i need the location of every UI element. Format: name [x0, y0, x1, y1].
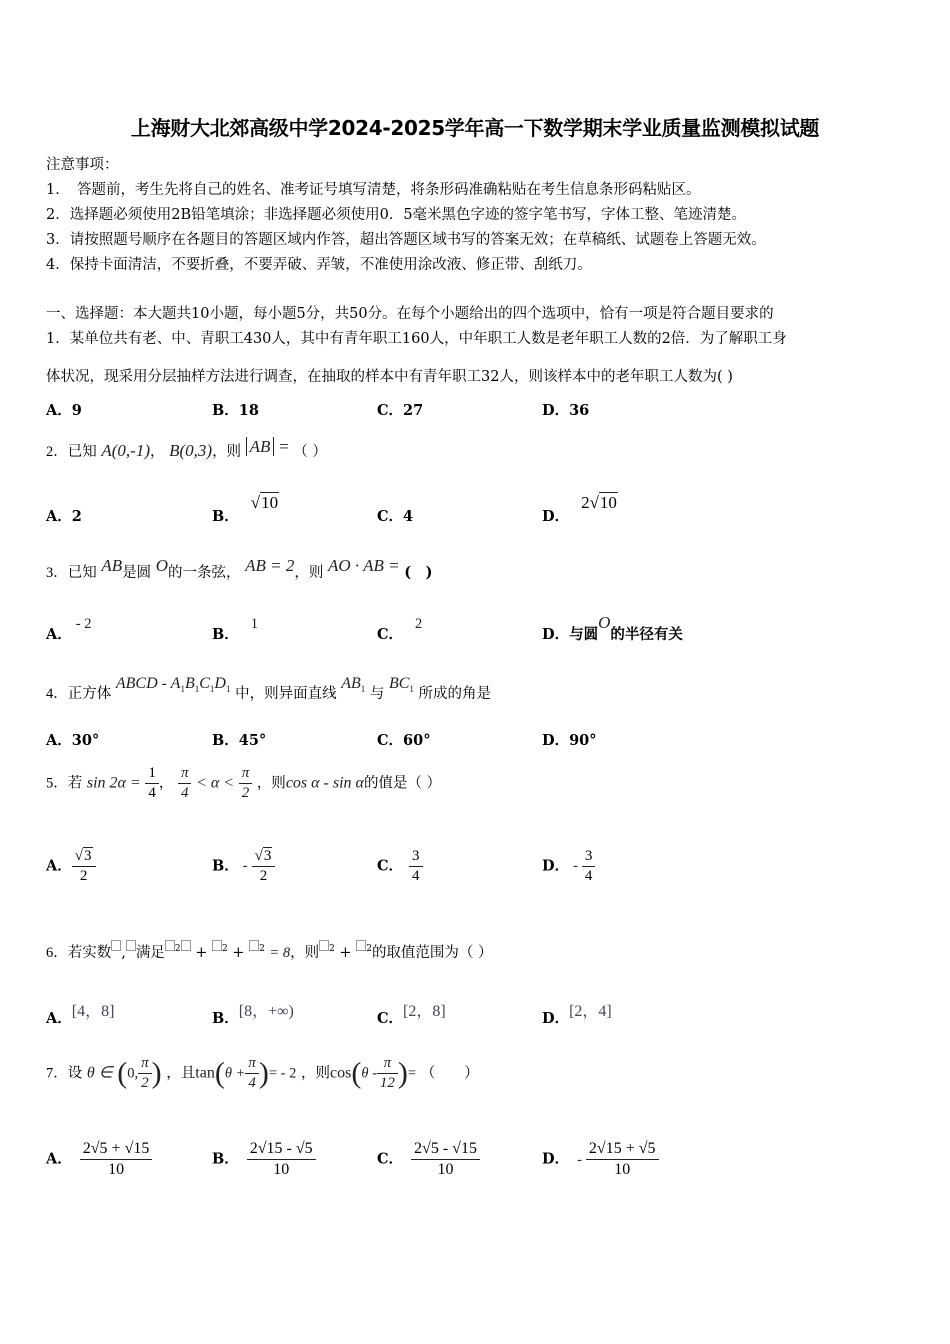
q5-option-a[interactable]: A． $\frac{√3}{2}$: [46, 847, 96, 886]
missing-glyph-icon: [319, 940, 329, 951]
q2-option-d[interactable]: D．2√10: [542, 493, 617, 525]
question-2: 2．已知 A(0,-1)， B(0,3)，则 AB = （ ）: [46, 437, 327, 460]
q6-option-d[interactable]: D．[2，4]: [542, 1003, 612, 1027]
notice-item: 2．选择题必须使用2B铅笔填涂；非选择题必须使用0．5毫米黑色字迹的签字笔书写，字体工整、笔迹清楚。: [46, 207, 747, 223]
missing-glyph-icon: [126, 940, 136, 951]
notice-item: 4．保持卡面清洁，不要折叠，不要弄破、弄皱，不准使用涂改液、修正带、刮纸刀。: [46, 257, 592, 273]
q4-option-d[interactable]: D．90°: [542, 732, 597, 749]
notice-item: 3．请按照题号顺序在各题目的答题区域内作答，超出答题区域书写的答案无效；在草稿纸、试题卷上答题无效。: [46, 232, 766, 248]
q4-option-b[interactable]: B．45°: [212, 732, 267, 749]
question-7: 7．设 θ ∈ (0, $\frac{\pi}{2}$ ) ，且tan(θ + $\frac{\pi}{4}$ )= - 2 ，则cos(θ - $\frac{\pi}{12}$ )= （ ）: [46, 1055, 479, 1091]
page-title: 上海财大北郊高级中学2024-2025学年高一下数学期末学业质量监测模拟试题: [130, 116, 820, 140]
q5-option-c[interactable]: C． $\frac{3}{4}$: [377, 847, 423, 886]
question-6: 6．若实数 , 满足 $^2$ + $^2$ + $^2$ = 8，则 $^2$ + $^2$的取值范围为（ ）: [46, 940, 493, 962]
q5-option-d[interactable]: D． - $\frac{3}{4}$: [542, 847, 595, 886]
question-1-line-2: 体状况，现采用分层抽样方法进行调查，在抽取的样本中有青年职工32人，则该样本中的老年职工人数为( ): [46, 369, 733, 385]
q5-option-b[interactable]: B． - $\frac{√3}{2}$: [212, 847, 275, 886]
section-heading: 一、选择题：本大题共10小题，每小题5分，共50分。在每个小题给出的四个选项中，恰有一项是符合题目要求的: [46, 306, 774, 322]
missing-glyph-icon: [111, 940, 121, 951]
q4-option-c[interactable]: C．60°: [377, 732, 431, 749]
q7-option-d[interactable]: D． - $\frac{2√15 + √5}{10}$: [542, 1139, 659, 1180]
question-5: 5．若 sin 2α = $\frac{1}{4}$ ， $\frac{\pi}{4}$ < α < $\frac{\pi}{2}$ ，则cos α - sin α的值是（ ）: [46, 765, 442, 801]
q1-option-b[interactable]: B．18: [212, 402, 259, 419]
notice-item: 1． 答题前，考生先将自己的姓名、准考证号填写清楚，将条形码准确粘贴在考生信息条形码粘贴区。: [46, 182, 701, 198]
q6-option-c[interactable]: C．[2，8]: [377, 1003, 446, 1027]
q6-option-b[interactable]: B．[8，+∞): [212, 1003, 294, 1027]
missing-glyph-icon: [181, 940, 191, 951]
missing-glyph-icon: [212, 940, 222, 951]
q7-option-b[interactable]: B． $\frac{2√15 - √5}{10}$: [212, 1139, 316, 1180]
q1-option-d[interactable]: D．36: [542, 402, 590, 419]
q6-option-a[interactable]: A．[4，8]: [46, 1003, 115, 1027]
notice-heading: 注意事项：: [46, 157, 119, 173]
missing-glyph-icon: [356, 940, 366, 951]
q2-option-a[interactable]: A．2: [46, 508, 82, 525]
question-3: 3．已知 AB是圆 O的一条弦， AB = 2，则 AO · AB = ( ): [46, 556, 433, 581]
q7-option-c[interactable]: C． $\frac{2√5 - √15}{10}$: [377, 1139, 480, 1180]
missing-glyph-icon: [165, 940, 175, 951]
question-1-line-1: 1．某单位共有老、中、青职工430人，其中有青年职工160人，中年职工人数是老年职工人数的2倍．为了解职工身: [46, 331, 787, 347]
q3-option-c[interactable]: C．2: [377, 616, 423, 643]
q7-option-a[interactable]: A． $\frac{2√5 + √15}{10}$: [46, 1139, 152, 1180]
q3-option-d[interactable]: D．与圆O的半径有关: [542, 613, 683, 643]
q3-option-b[interactable]: B．1: [212, 616, 259, 643]
q2-option-b[interactable]: B．√10: [212, 493, 279, 525]
missing-glyph-icon: [249, 940, 259, 951]
q1-option-c[interactable]: C．27: [377, 402, 424, 419]
q2-option-c[interactable]: C．4: [377, 508, 414, 525]
question-4: 4．正方体 ABCD - $A_1B_1C_1D_1$ 中，则异面直线 $AB_1$ 与 $BC_1$ 所成的角是: [46, 675, 492, 702]
q1-option-a[interactable]: A．9: [46, 402, 82, 419]
q4-option-a[interactable]: A．30°: [46, 732, 100, 749]
q3-option-a[interactable]: A．- 2: [46, 616, 92, 643]
